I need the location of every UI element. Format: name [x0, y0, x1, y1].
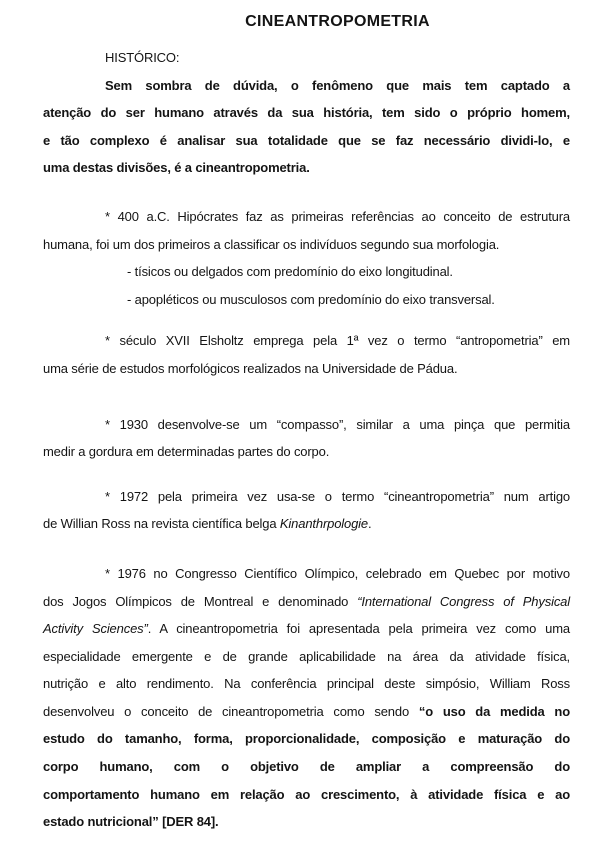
text-segment: de Willian Ross na revista científica belga: [43, 516, 280, 532]
text-segment: dos Jogos Olímpicos de Montreal e denominado: [43, 593, 358, 609]
page-title: CINEANTROPOMETRIA: [245, 13, 430, 30]
text-line: [43, 698, 570, 726]
journal-name-italic: Kinanthrpologie: [279, 516, 369, 532]
item-1972-paragraph: [43, 483, 570, 538]
text-line: Sem sombra de dúvida, o fenômeno que mais tem captado a: [105, 77, 570, 93]
text-line: estudo do tamanho, forma, proporcionalidade, composição e maturação do: [43, 731, 570, 747]
text-line: [43, 588, 570, 616]
text-line: comportamento humano em relação ao crescimento, à atividade física e ao: [43, 786, 570, 802]
text-line: * 400 a.C. Hipócrates faz as primeiras referências ao conceito de estrutura: [105, 208, 570, 224]
quote-bold: “o uso da medida no: [418, 703, 570, 719]
subitem-apopleticos: - apopléticos ou musculosos com predomínio do eixo transversal.: [127, 291, 495, 307]
text-line: * 1976 no Congresso Científico Olímpico, celebrado em Quebec por motivo: [105, 565, 570, 581]
item-xvii-paragraph: [43, 327, 570, 382]
item-1976-paragraph: [43, 560, 570, 836]
text-line: medir a gordura em determinadas partes do corpo.: [43, 444, 330, 460]
text-segment: . A cineantropometria foi apresentada pela primeira vez como uma: [147, 621, 570, 637]
text-line: [43, 615, 570, 643]
text-line: uma destas divisões, é a cineantropometria.: [43, 160, 310, 176]
text-segment: desenvolveu o conceito de cineantropometria como sendo: [43, 703, 419, 719]
item-1930-paragraph: [43, 411, 570, 466]
text-line: uma série de estudos morfológicos realizados na Universidade de Pádua.: [43, 360, 458, 376]
item-400bc-paragraph: [43, 203, 570, 313]
text-line: [43, 510, 570, 538]
lead-paragraph: [43, 72, 570, 182]
subitem-tisicos: - tísicos ou delgados com predomínio do eixo longitudinal.: [127, 264, 453, 280]
text-line: atenção do ser humano através da sua história, tem sido o próprio homem,: [43, 105, 570, 121]
text-line: humana, foi um dos primeiros a classificar os indivíduos segundo sua morfologia.: [43, 236, 500, 252]
congress-name-italic: “International Congress of Physical: [357, 593, 570, 609]
text-line: * 1972 pela primeira vez usa-se o termo “cineantropometria” num artigo: [105, 488, 570, 504]
text-line: corpo humano, com o objetivo de ampliar a compreensão do: [43, 759, 570, 775]
text-segment: .: [368, 516, 372, 532]
congress-name-italic: Activity Sciences”: [43, 621, 148, 637]
text-line: e tão complexo é analisar sua totalidade que se faz necessário dividi-lo, e: [43, 132, 570, 148]
section-heading-historico: HISTÓRICO:: [105, 50, 180, 65]
text-line: especialidade emergente e de grande aplicabilidade na área da atividade física,: [43, 648, 570, 664]
text-line: * 1930 desenvolve-se um “compasso”, similar a uma pinça que permitia: [105, 416, 570, 432]
text-line: nutrição e alto rendimento. Na conferência principal deste simpósio, William Ross: [43, 676, 570, 692]
text-line: estado nutricional” [DER 84].: [43, 814, 219, 830]
text-line: * século XVII Elsholtz emprega pela 1ª vez o termo “antropometria” em: [105, 333, 570, 349]
